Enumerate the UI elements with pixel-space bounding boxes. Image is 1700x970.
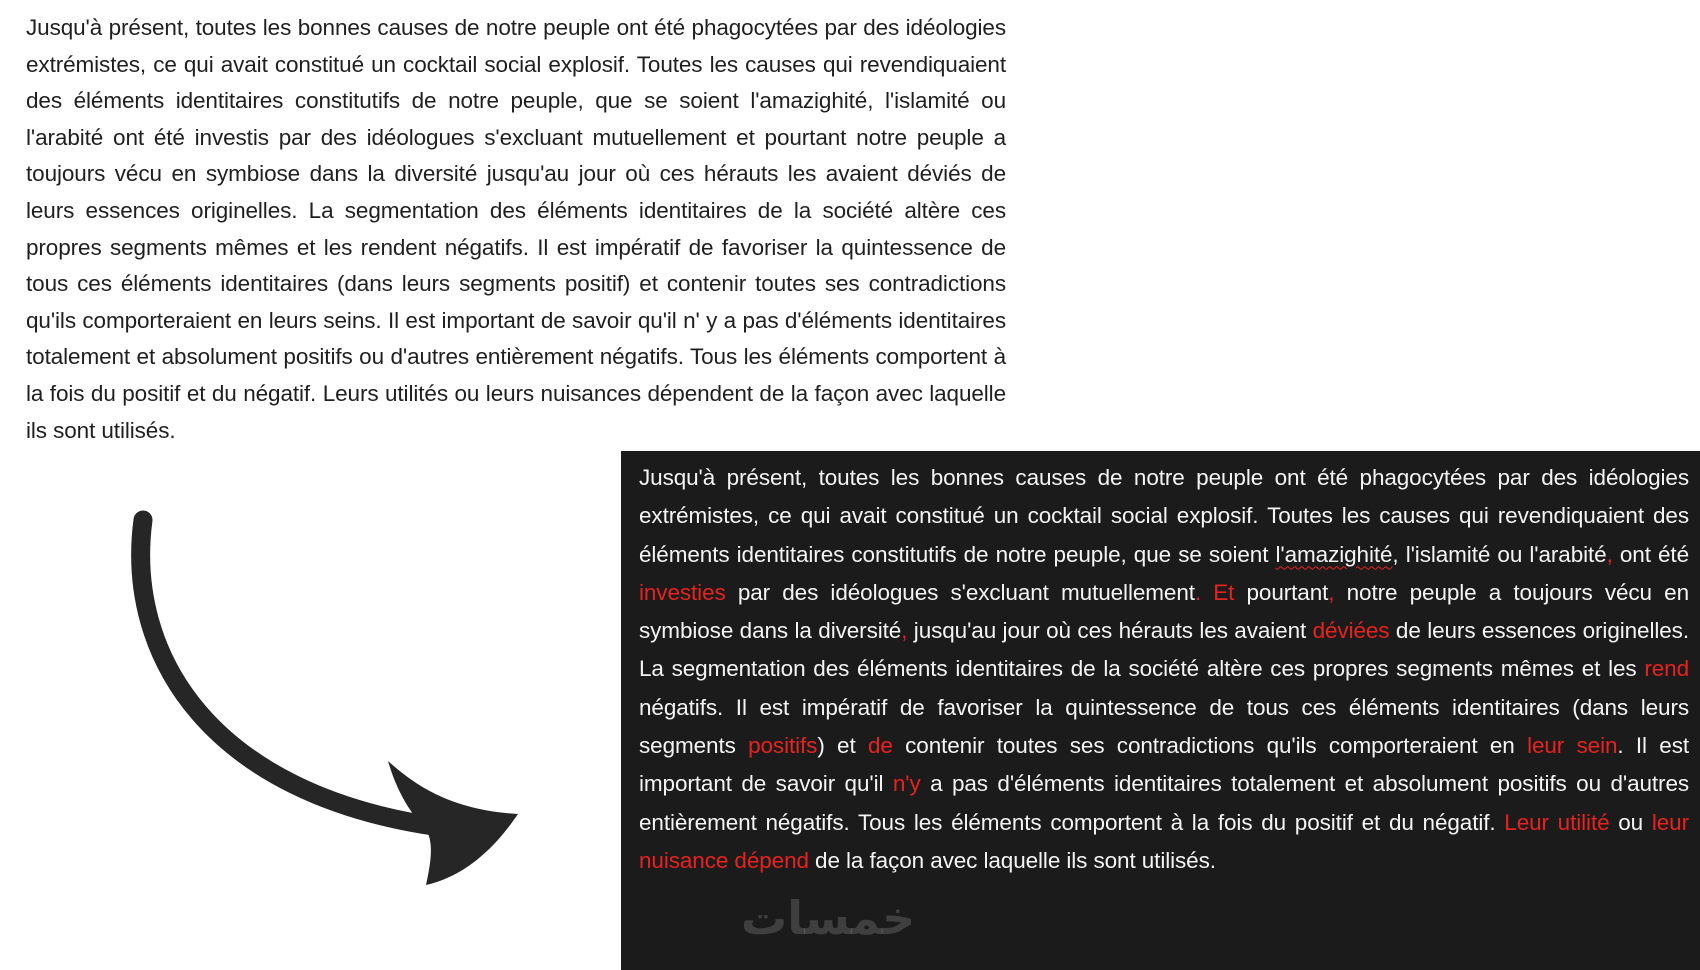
corrected-text-segment: négatifs. Il est impératif de favoriser la quintessence de tous ces éléments identitaires (dans leurs segments	[639, 694, 1689, 759]
corrected-text-segment: , l'islamité ou l'arabité	[1392, 541, 1607, 567]
spelling-flagged-word: l'amazighité	[1275, 541, 1393, 567]
correction-highlight: ,	[1606, 541, 1613, 567]
original-paragraph: Jusqu'à présent, toutes les bonnes causes de notre peuple ont été phagocytées par des idéologies extrémistes, ce qui avait constitué un cocktail social explosif. Toutes les causes qui revendiquaient des éléments identitaires constitutifs de notre peuple, que se soient l'amazighité, l'islamité ou l'arabité ont été investis par des idéologues s'excluant mutuellement et pourtant notre peuple a toujours vécu en symbiose dans la diversité jusqu'au jour où ces hérauts les avaient déviés de leurs essences originelles. La segmentation des éléments identitaires de la société altère ces propres segments mêmes et les rendent négatifs. Il est impératif de favoriser la quintessence de tous ces éléments identitaires (dans leurs segments positif) et contenir toutes ses contradictions qu'ils comporteraient en leurs seins. Il est important de savoir qu'il n' y a pas d'éléments identitaires totalement et absolument positifs ou d'autres entièrement négatifs. Tous les éléments comportent à la fois du positif et du négatif. Leurs utilités ou leurs nuisances dépendent de la façon avec laquelle ils sont utilisés.	[26, 15, 1006, 443]
correction-highlight: leur sein	[1527, 733, 1618, 759]
correction-highlight: n'y	[892, 771, 921, 797]
correction-highlight: . Et	[1194, 579, 1235, 605]
corrected-text-segment: . Il est important de savoir qu'il	[639, 733, 1689, 797]
corrected-text-segment: ) et	[817, 733, 868, 759]
corrected-text-segment: contenir toutes ses contradictions qu'ils comporteraient en	[892, 733, 1528, 759]
corrected-text-segment: de la façon avec laquelle ils sont utilisés.	[808, 847, 1216, 873]
corrected-text-segment: notre peuple a toujours vécu en symbiose dans la diversité	[639, 579, 1689, 644]
corrected-text-segment: a pas d'éléments identitaires totalement et absolument positifs ou d'autres entièrement négatifs. Tous les éléments comportent à la fois du positif et du négatif.	[639, 771, 1690, 835]
corrected-text-segment: ou	[1609, 809, 1652, 835]
correction-highlight: Leur utilité	[1504, 809, 1610, 835]
corrected-text-segment: ont été	[1612, 541, 1689, 567]
curved-arrow-icon	[120, 505, 540, 885]
corrected-text-panel	[621, 451, 1700, 970]
corrected-text-segment: Jusqu'à présent, toutes les bonnes causes de notre peuple ont été phagocytées par des idéologies extrémistes, ce qui avait constitué un cocktail social explosif. Toutes les causes qui revendiquaient des éléments identitaires constitutifs de notre peuple, que se soient	[639, 465, 1689, 567]
correction-highlight: investies	[639, 579, 726, 605]
correction-highlight: déviées	[1312, 618, 1390, 644]
watermark: خمسات	[741, 891, 916, 945]
corrected-text-segment: par des idéologues s'excluant mutuellement	[725, 579, 1195, 605]
correction-highlight: rend	[1644, 656, 1689, 682]
corrected-text-segment: pourtant	[1234, 579, 1329, 605]
correction-highlight: ,	[901, 618, 908, 644]
corrected-text-segment: de leurs essences originelles. La segmentation des éléments identitaires de la société altère ces propres segments mêmes et les	[639, 618, 1689, 682]
corrected-text-segment: jusqu'au jour où ces hérauts les avaient	[907, 618, 1313, 644]
correction-highlight: positifs	[748, 733, 818, 759]
correction-highlight: ,	[1328, 579, 1335, 605]
correction-highlight: leur nuisance dépend	[639, 809, 1689, 873]
corrected-paragraph	[639, 459, 1689, 880]
correction-highlight: de	[867, 733, 893, 759]
